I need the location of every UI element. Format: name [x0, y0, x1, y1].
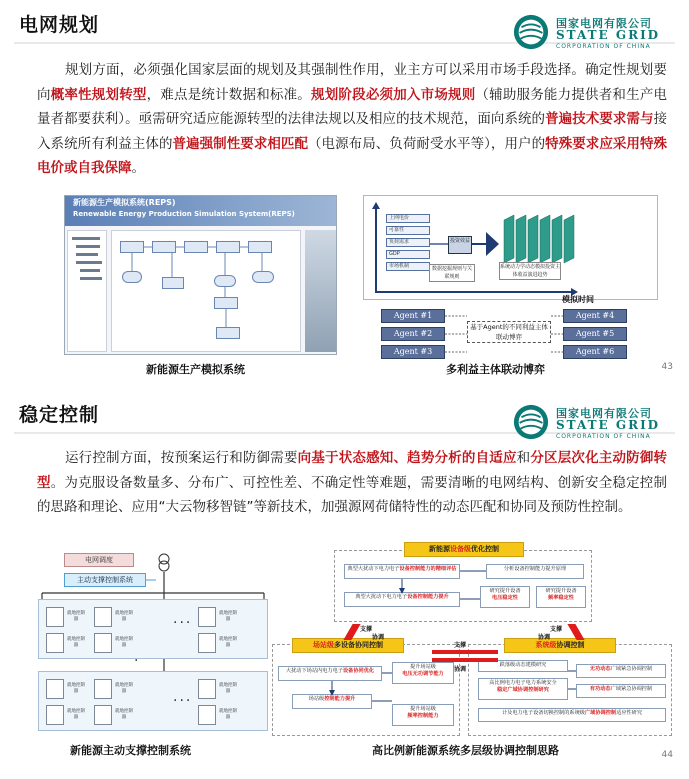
reps-caption: 新能源生产模拟系统	[146, 363, 245, 376]
active-control-box: 有功动态广域紧急协调控制	[576, 684, 666, 698]
agent-input-item: 负荷需求	[386, 238, 430, 247]
state-grid-logo	[512, 403, 677, 443]
wind-turbine-backdrop	[305, 230, 336, 352]
reps-flow-lines	[112, 231, 302, 353]
unit-label: 就地控制器	[115, 611, 133, 622]
device-eval-box: 典型大扰动下电力电子设备控制能力的精细评估	[344, 564, 460, 579]
unit-icon	[94, 607, 112, 627]
slide-title: 稳定控制	[19, 404, 100, 426]
unit-label: 就地控制器	[67, 637, 85, 648]
unit-label: 就地控制器	[115, 709, 133, 720]
unit-label: 就地控制器	[67, 683, 85, 694]
agent-caption: 多利益主体联动博弈	[446, 363, 545, 376]
agent-input-item: 上网电价	[386, 214, 430, 223]
paragraph-text: 和	[516, 450, 531, 466]
page-number: 43	[661, 362, 673, 372]
unit-label: 就地控制器	[219, 611, 237, 622]
highlight-text: 普遍强制性要求相匹配	[172, 135, 308, 152]
agent-input-item: GDP	[386, 250, 430, 259]
highlight-text: 概率性规划转型	[50, 86, 147, 103]
reps-title-en: Renewable Energy Production Simulation System(REPS)	[73, 210, 295, 218]
logo-subtitle: CORPORATION OF CHINA	[556, 433, 651, 440]
logo-subtitle: CORPORATION OF CHINA	[556, 43, 651, 50]
highlight-text: 规划阶段必须加入市场规则	[311, 86, 476, 103]
dynamic-modeling-box: 跌落级动态建模研究	[478, 660, 568, 672]
unit-icon	[198, 607, 216, 627]
unit-icon	[198, 633, 216, 653]
frequency-stability-box: 研究提升设备 频率稳定性	[536, 586, 586, 608]
agent-input-list	[386, 214, 430, 274]
active-support-system-box: 主动支撑控制系统	[64, 573, 146, 587]
support-label: 支撑	[550, 626, 563, 633]
ellipsis-icon: ···	[173, 615, 193, 631]
unit-icon	[46, 607, 64, 627]
agent-simulation-panel	[363, 195, 658, 304]
plant-group	[38, 671, 268, 731]
unit-label: 就地控制器	[67, 709, 85, 720]
unit-label: 就地控制器	[67, 611, 85, 622]
unit-icon	[46, 679, 64, 699]
paragraph-text: （辅助服务能力提供者和生产电量者都要获利）。亟需研究适应能源转型的法律法规以及相应的技术规范，面向系统的	[37, 86, 668, 127]
switching-control-box: 计及电力电子设备切换控制的系统级广域协调控制适应性研究	[478, 708, 666, 722]
investment-benefit-box: 投资效益	[448, 236, 472, 254]
slide-title: 电网规划	[19, 14, 100, 36]
ellipsis-icon: ·	[134, 653, 141, 669]
unit-icon	[198, 679, 216, 699]
highlight-text: 普遍技术要求需与	[545, 111, 654, 127]
voltage-stability-box: 研究提升设备 电压稳定性	[480, 586, 530, 608]
unit-label: 就地控制器	[115, 637, 133, 648]
slide-grid-planning	[0, 0, 689, 389]
agent-input-item: 可靠性	[386, 226, 430, 235]
support-label: 支撑	[454, 642, 467, 649]
agent-game-diagram	[363, 195, 658, 359]
paragraph-text: 。	[131, 160, 145, 176]
principle-analysis-box: 分析设备控制能力提升原理	[486, 564, 584, 579]
page-number: 44	[661, 750, 673, 760]
unit-label: 就地控制器	[219, 637, 237, 648]
unit-icon	[94, 705, 112, 725]
highlight-text: 特殊要求应采用特殊电价或自我保障	[37, 135, 668, 176]
reps-tree-panel	[67, 230, 107, 352]
multi-level-coordination-diagram	[272, 542, 672, 742]
unit-label: 就地控制器	[115, 683, 133, 694]
slide-stability-control	[0, 390, 689, 779]
reps-screenshot	[64, 195, 337, 355]
body-paragraph	[37, 58, 667, 181]
system-level-header: 系统级协调控制	[504, 638, 616, 653]
station-voltage-box: 提升场站级 电压无功调节能力	[392, 662, 454, 684]
unit-icon	[46, 705, 64, 725]
plant-group	[38, 599, 268, 659]
agent-box: Agent #5	[563, 327, 627, 341]
agent-box: Agent #1	[381, 309, 445, 323]
wide-area-study-box: 高比例电力电子电力系统安全 稳定广域协调控制研究	[478, 678, 568, 700]
grid-dispatch-box: 电网调度	[64, 553, 134, 567]
agent-input-item: 市场机制	[386, 262, 430, 271]
globe-icon	[512, 13, 550, 51]
coordination-link-bottom	[432, 658, 498, 662]
station-optimize-box: 大扰动下场站内电力电子设备协同优化	[278, 666, 382, 681]
agent-box: Agent #2	[381, 327, 445, 341]
globe-icon	[512, 403, 550, 441]
unit-icon	[198, 705, 216, 725]
unit-label: 就地控制器	[219, 683, 237, 694]
station-frequency-box: 提升场站级 频率控制能力	[392, 704, 454, 726]
device-enhance-box: 典型大扰动下电力电子设备控制能力提升	[344, 592, 460, 607]
paragraph-text: ，难点是统计数据和标准。	[146, 86, 312, 103]
ctrl-caption: 新能源主动支撑控制系统	[70, 744, 191, 757]
system-dynamics-note: 系统动力学动态模拟投资主体收益演进趋势	[500, 264, 561, 278]
paragraph-text: （电源布局、负荷耐受水平等），用户的	[308, 135, 546, 152]
agent-box: Agent #4	[563, 309, 627, 323]
highlight-text: 分区层次化主动防御转型	[37, 450, 668, 491]
reactive-control-box: 无功动态广域紧急协调控制	[576, 664, 666, 678]
active-support-control-diagram	[38, 553, 268, 733]
coordination-label: 协调	[454, 666, 467, 673]
simulation-time-label: 模拟时间	[562, 295, 594, 304]
agent-box: Agent #3	[381, 345, 445, 359]
coord-caption: 高比例新能源系统多层级协调控制思路	[372, 744, 559, 757]
unit-icon	[94, 679, 112, 699]
paragraph-text: 规划方面，必须强化国家层面的规划及其强制性作用，业主方可以采用市场手段选择。确定性规划要向	[37, 62, 667, 103]
state-grid-logo	[512, 13, 677, 53]
unit-label: 就地控制器	[219, 709, 237, 720]
unit-icon	[46, 633, 64, 653]
highlight-text: 向基于状态感知、趋势分析的自适应	[297, 450, 517, 466]
coordination-label: 协调	[372, 634, 385, 641]
logo-name-cn: 国家电网有限公司	[556, 407, 652, 420]
paragraph-text: 接入系统所有利益主体的	[37, 111, 668, 152]
reps-flow-canvas	[111, 230, 301, 352]
coordination-link-top	[432, 650, 498, 654]
ellipsis-icon: ···	[173, 693, 193, 709]
station-level-header: 场站级多设备协同控制	[292, 638, 404, 653]
agent-box: Agent #6	[563, 345, 627, 359]
device-level-header: 新能源设备级优化控制	[404, 542, 524, 557]
paragraph-text: 运行控制方面，按预案运行和防御需要	[65, 450, 298, 466]
logo-name-en: STATE GRID	[556, 418, 661, 432]
unit-icon	[94, 633, 112, 653]
agent-game-center: 基于Agent的不同利益主体联动博弈	[467, 321, 551, 343]
logo-name-cn: 国家电网有限公司	[556, 17, 652, 30]
reps-title-cn: 新能源生产模拟系统(REPS)	[73, 198, 176, 207]
support-label: 支撑	[360, 626, 373, 633]
coordination-label: 协调	[538, 634, 551, 641]
logo-name-en: STATE GRID	[556, 28, 661, 42]
paragraph-text: 。为克服设备数量多、分布广、可控性差、不确定性等难题，需要清晰的电网结构、创新安全稳定控制的思路和理论、应用“大云物移智链”等新技术，加强源网荷储特性的动态匹配和协同及预防性控制。	[37, 474, 668, 515]
body-paragraph	[37, 446, 667, 520]
station-enhance-box: 场站级控制能力提升	[292, 694, 372, 709]
data-mining-note: 数据挖掘规则与关联规则	[429, 264, 475, 282]
